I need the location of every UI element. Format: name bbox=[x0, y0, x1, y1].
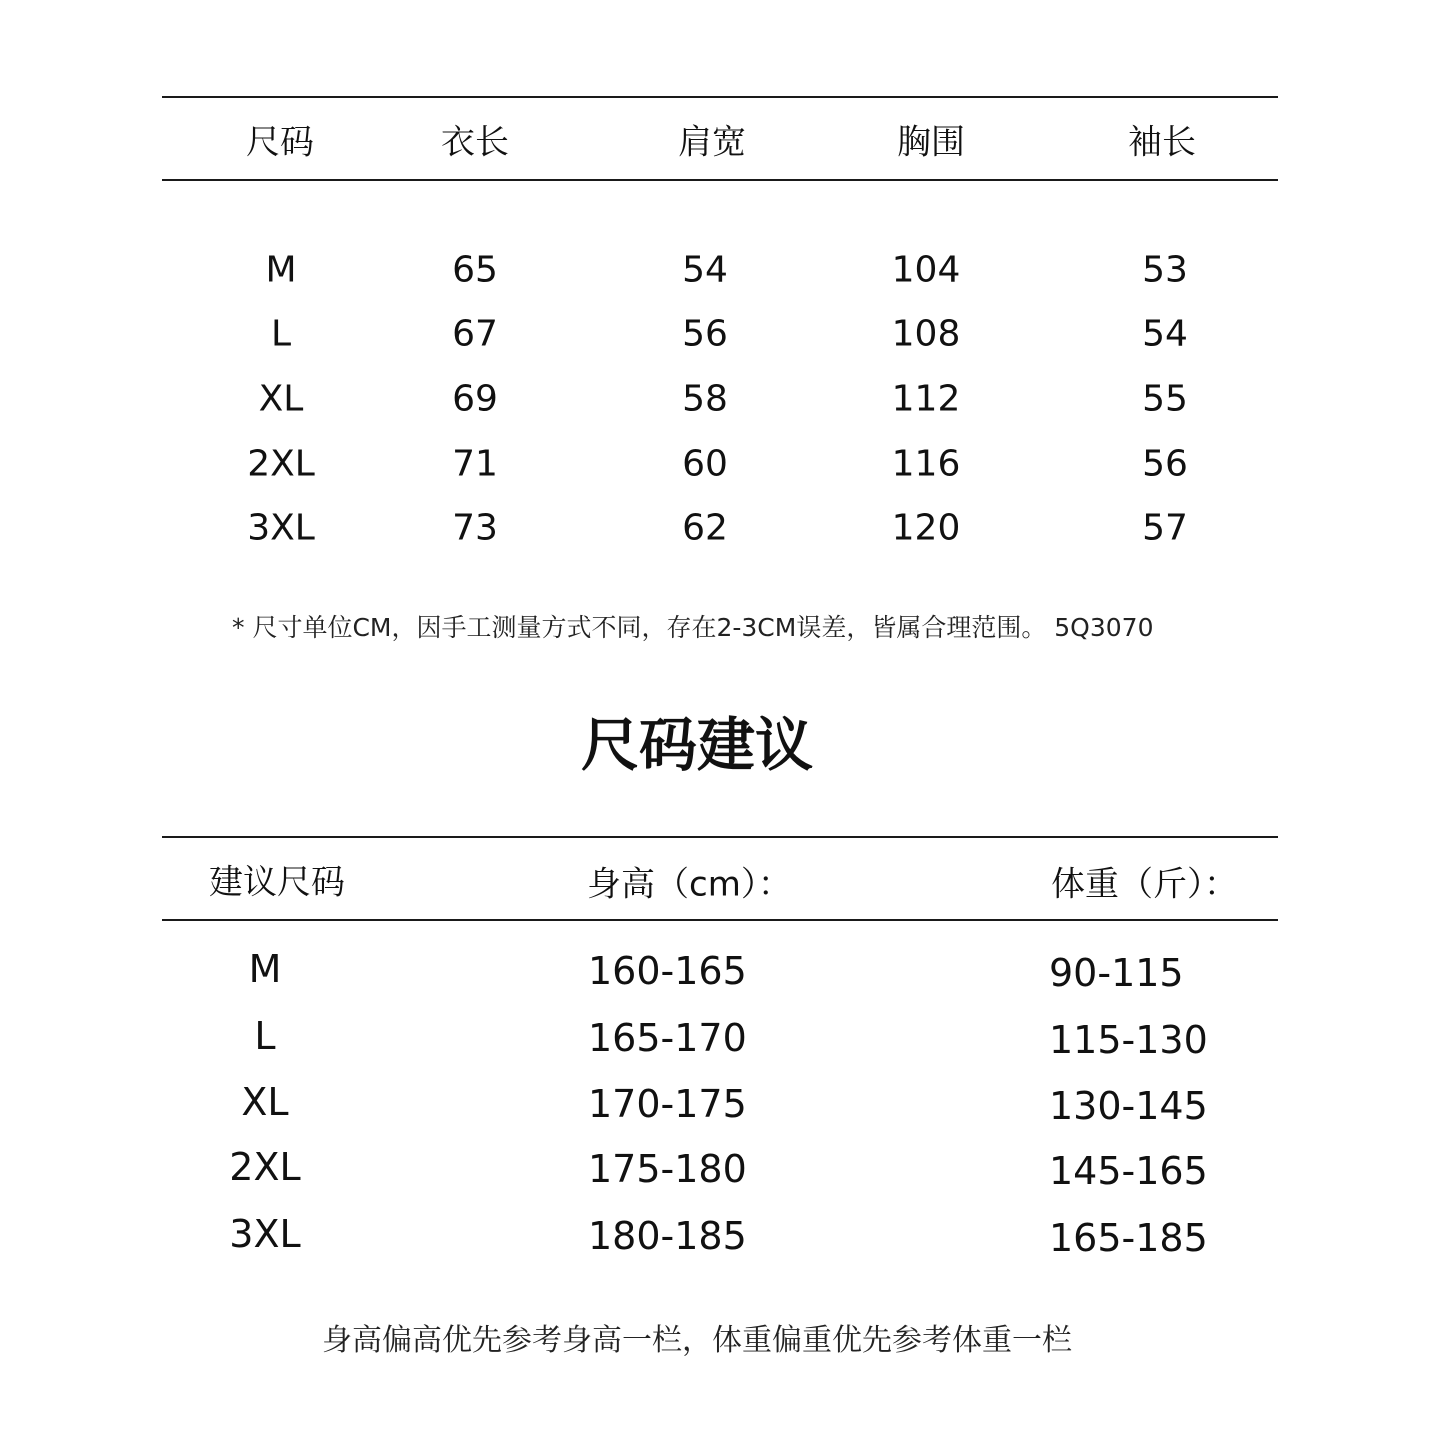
table-cell: 56 bbox=[682, 313, 728, 355]
table-cell: 69 bbox=[452, 378, 498, 420]
table-cell: 180-185 bbox=[588, 1214, 747, 1258]
table-cell: 71 bbox=[452, 443, 498, 485]
table-cell: 62 bbox=[682, 507, 728, 549]
table-cell: 73 bbox=[452, 507, 498, 549]
table-cell: M bbox=[265, 249, 297, 291]
table-cell: L bbox=[270, 313, 292, 355]
table-cell: 2XL bbox=[229, 1145, 301, 1189]
table-cell: 130-145 bbox=[1049, 1084, 1208, 1128]
table-cell: 57 bbox=[1142, 507, 1188, 549]
top-rule-1 bbox=[162, 96, 1278, 98]
table-cell: 120 bbox=[891, 507, 961, 549]
table-cell: 170-175 bbox=[588, 1082, 747, 1126]
table-cell: 116 bbox=[891, 443, 961, 485]
table-cell: XL bbox=[258, 378, 304, 420]
table-cell: 56 bbox=[1142, 443, 1188, 485]
header-length: 衣长 bbox=[441, 122, 509, 163]
table-cell: 55 bbox=[1142, 378, 1188, 420]
table-cell: 165-185 bbox=[1049, 1216, 1208, 1260]
table-cell: 90-115 bbox=[1049, 951, 1184, 995]
top-rule-2 bbox=[162, 836, 1278, 838]
table-cell: 3XL bbox=[247, 507, 315, 549]
table-cell: 160-165 bbox=[588, 949, 747, 993]
header-size: 尺码 bbox=[246, 122, 314, 163]
table-cell: 104 bbox=[891, 249, 961, 291]
table-cell: 175-180 bbox=[588, 1147, 747, 1191]
section-title: 尺码建议 bbox=[580, 711, 814, 779]
header-chest: 胸围 bbox=[897, 122, 965, 163]
table-cell: 165-170 bbox=[588, 1016, 747, 1060]
table-cell: M bbox=[248, 947, 282, 991]
suggestion-footnote: 身高偏高优先参考身高一栏，体重偏重优先参考体重一栏 bbox=[322, 1323, 1072, 1358]
table-cell: 115-130 bbox=[1049, 1018, 1208, 1062]
table-cell: XL bbox=[241, 1080, 289, 1124]
header-rule-1 bbox=[162, 179, 1278, 181]
table-cell: 58 bbox=[682, 378, 728, 420]
header-shoulder: 肩宽 bbox=[678, 122, 746, 163]
table-cell: 2XL bbox=[247, 443, 315, 485]
table-cell: 112 bbox=[891, 378, 961, 420]
header-weight: 体重（斤）： bbox=[1051, 864, 1238, 905]
table-cell: 3XL bbox=[229, 1212, 301, 1256]
table-cell: 54 bbox=[1142, 313, 1188, 355]
measurement-note: * 尺寸单位CM，因手工测量方式不同，存在2-3CM误差，皆属合理范围。 5Q3070 bbox=[232, 613, 1154, 642]
header-sleeve: 袖长 bbox=[1128, 122, 1196, 163]
header-rule-2 bbox=[162, 919, 1278, 921]
table-cell: 60 bbox=[682, 443, 728, 485]
table-cell: 53 bbox=[1142, 249, 1188, 291]
header-suggested-size: 建议尺码 bbox=[209, 862, 345, 903]
header-height: 身高（cm）： bbox=[587, 864, 792, 905]
table-cell: 145-165 bbox=[1049, 1149, 1208, 1193]
table-cell: 67 bbox=[452, 313, 498, 355]
table-cell: L bbox=[254, 1014, 276, 1058]
table-cell: 54 bbox=[682, 249, 728, 291]
table-cell: 108 bbox=[891, 313, 961, 355]
table-cell: 65 bbox=[452, 249, 498, 291]
